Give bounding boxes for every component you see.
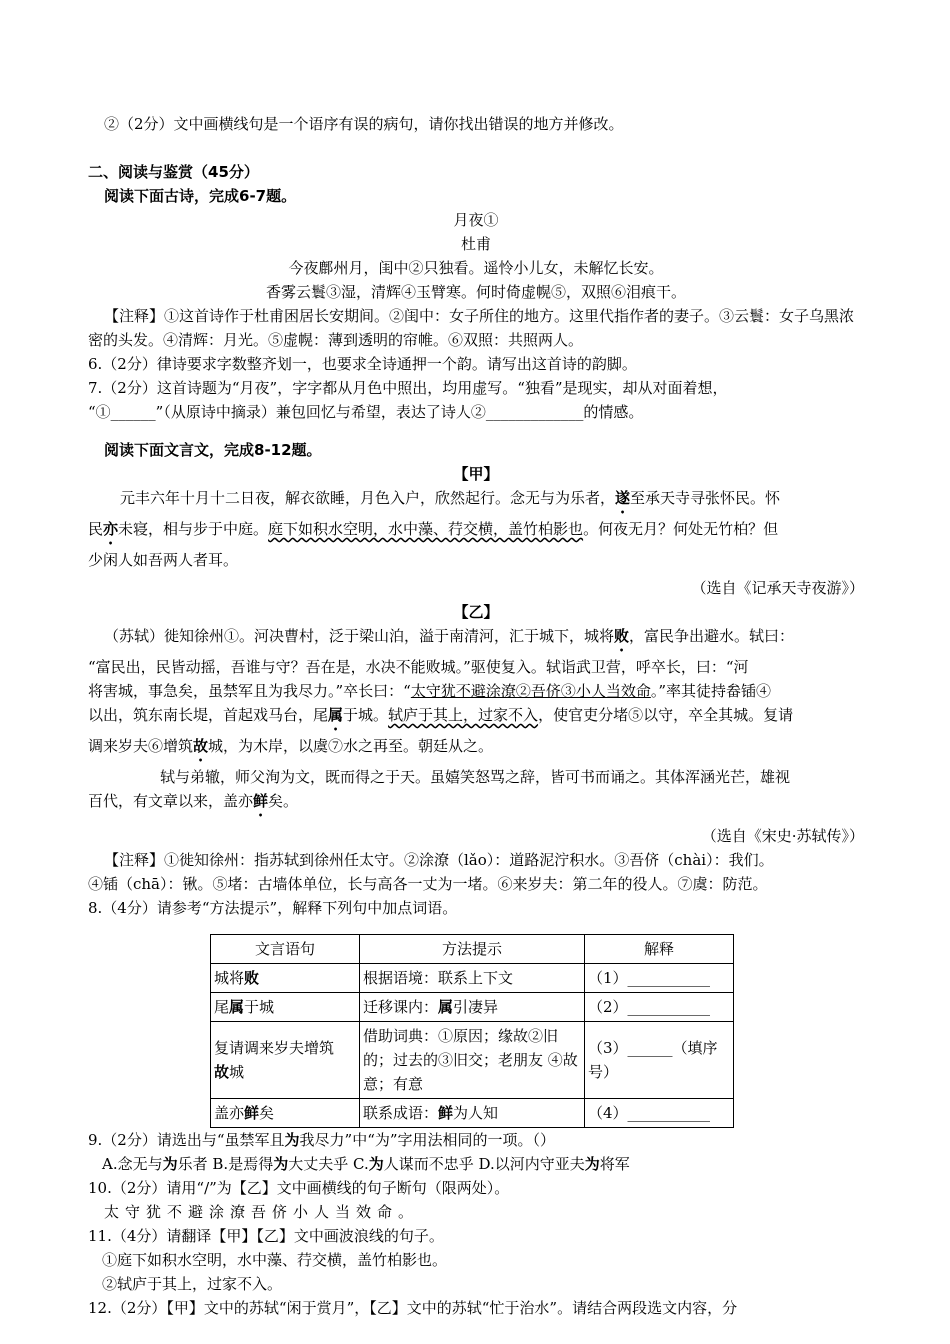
bold-word: 故 [214,1063,230,1081]
table-cell [211,1099,360,1128]
text: 元丰六年十月十二日夜，解衣欲睡，月色入户，欣然起行。念无与为乐者， [120,489,616,507]
poem-title: 月夜① [453,211,499,229]
bold-word: 为 [368,1155,384,1173]
text: 。”率其徒持畚锸④ [650,682,772,700]
option-c[interactable] [353,1155,479,1173]
dotted-word: 遂 [615,489,631,507]
text: B.是焉得 [212,1155,274,1173]
bold-word: 败 [244,969,260,987]
passage-yi-line-5 [88,734,864,765]
bold-word: 属 [229,998,245,1016]
answer-blank[interactable]: （2）___________ [585,993,734,1022]
document-page [88,112,864,1320]
text: ，使官吏分堵⑤以守，卒全其城。复请 [538,706,794,724]
bold-word: 鲜 [438,1104,454,1122]
passage-yi-line-6: 轼与弟辙，师父洵为文，既而得之于天。虽嬉笑怒骂之辞，皆可书而诵之。其体浑涵光芒，雄视 [160,768,791,786]
question-9 [88,1128,864,1152]
text: 人谋而不忠乎 [383,1155,479,1173]
dotted-word: 败 [614,627,630,645]
dotted-word: 故 [193,737,209,755]
text: 复请调来岁夫增筑 [214,1039,335,1057]
poem-line-2: 香雾云鬟③湿，清辉④玉臂寒。何时倚虚幌⑤，双照⑥泪痕干。 [265,283,686,301]
passage-jia-line-3: 少闲人如吾两人者耳。 [88,551,239,569]
text: 城 [229,1063,245,1081]
bold-word: 为 [273,1155,289,1173]
dotted-word: 鲜 [253,792,269,810]
table-cell [360,993,585,1022]
section-2-title: 二、阅读与鉴赏（45分） [88,163,259,181]
text: 百代，有文章以来，盖亦 [88,792,254,810]
table-header-row [211,935,734,964]
passage-yi-line-3 [88,679,864,703]
text: D.以河内守亚夫 [478,1155,585,1173]
text: 未寝，相与步于中庭。 [118,520,269,538]
underlined-sentence: 太守犹不避涂潦②吾侪③小人当效命 [410,682,651,700]
bold-word: 鲜 [244,1104,260,1122]
text: 矣。 [268,792,299,810]
question-11-item-1: ①庭下如积水空明，水中藻、荇交横，盖竹柏影也。 [102,1251,448,1269]
passage-yi-line-4 [88,703,864,734]
table-row [211,1099,734,1128]
poem-author: 杜甫 [460,235,491,253]
table-row [211,993,734,1022]
option-d[interactable] [479,1155,630,1173]
question-7-line-1: 7.（2分）这首诗题为“月夜”，字字都从月色中照出，均用虚写。“独看”是现实，却从对面着想， [88,379,728,397]
text: 引凄异 [453,998,499,1016]
table-cell: 根据语境：联系上下文 [360,964,585,993]
text: 城，为木岸，以虞⑦水之再至。朝廷从之。 [208,737,494,755]
text: 我尽力”中“为”字用法相同的一项。（） [299,1131,556,1149]
text: 于城 [244,998,275,1016]
prose-note-1: 【注释】①徙知徐州：指苏轼到徐州任太守。②涂潦（lǎo）：道路泥泞积水。③吾侪（chài）：我们。 [104,851,774,869]
wavy-underlined-sentence: 庭下如积水空明，水中藻、荇交横，盖竹柏影也 [268,520,584,538]
passage-jia-line-1 [88,486,864,517]
text: 为人知 [453,1104,499,1122]
bold-word: 为 [584,1155,600,1173]
prose-intro: 阅读下面文言文，完成8-12题。 [104,441,322,459]
text: 大丈夫乎 [288,1155,353,1173]
text: 迁移课内： [363,998,439,1016]
wavy-underlined-sentence: 轼庐于其上，过家不入 [388,706,539,724]
text: 将军 [599,1155,630,1173]
question-10: 10.（2分）请用“/”为【乙】文中画横线的句子断句（限两处）。 [88,1179,510,1197]
passage-yi-line-7 [88,789,864,820]
passage-yi-line-1 [88,624,864,655]
table-cell [211,993,360,1022]
question-9-options [88,1152,864,1176]
text: 以出，筑东南长堤，首起戏马台，尾 [88,706,329,724]
text: 于城。 [343,706,389,724]
passage-yi-source: （选自《宋史·苏轼传》） [701,827,864,845]
dotted-word: 亦 [103,520,119,538]
question-5-2: ②（2分）文中画横线句是一个语序有误的病句，请你找出错误的地方并修改。 [104,115,624,133]
text: 将害城，事急矣，虽禁军且为我尽力。”卒长曰：“ [88,682,411,700]
table-row [211,964,734,993]
option-b[interactable] [212,1155,353,1173]
poem-intro: 阅读下面古诗，完成6-7题。 [104,187,297,205]
text: 至承天寺寻张怀民。怀 [630,489,781,507]
text: 矣 [259,1104,275,1122]
text: （苏轼）徙知徐州①。河决曹村，泛于梁山泊，溢于南清河，汇于城下，城将 [104,627,615,645]
text: 乐者 [177,1155,213,1173]
passage-yi-line-2: “富民出，民皆动摇，吾谁与守？吾在是，水决不能败城。”驱使复入。轼诣武卫营，呼卒长，曰：“河 [88,658,749,676]
prose-note-2: ④锸（chā）：锹。⑤堵：古墙体单位，长与高各一丈为一堵。⑥来岁夫：第二年的役人。⑦虞：防范。 [88,875,768,893]
text: A.念无与 [102,1155,163,1173]
table-header: 方法提示 [360,935,585,964]
table-cell [360,1099,585,1128]
table-cell: 借助词典：①原因；缘故②旧的；过去的③旧交；老朋友 ④故意；有意 [360,1022,585,1099]
table-cell [211,1022,360,1099]
text: 城将 [214,969,245,987]
table-cell [211,964,360,993]
passage-yi-label: 【乙】 [453,603,499,621]
question-6: 6.（2分）律诗要求字数整齐划一，也要求全诗通押一个韵。请写出这首诗的韵脚。 [88,355,637,373]
question-10-sentence: 太守犹不避涂潦吾侪小人当效命。 [104,1203,420,1221]
text: C. [353,1155,369,1173]
bold-word: 为 [284,1131,300,1149]
answer-blank[interactable]: （4）___________ [585,1099,734,1128]
question-11-item-2: ②轼庐于其上，过家不入。 [102,1275,283,1293]
option-a[interactable] [102,1155,212,1173]
text: 。何夜无月？何处无竹柏？但 [583,520,779,538]
table-row [211,1022,734,1099]
text: 民 [88,520,104,538]
poem-line-1: 今夜鄜州月，闺中②只独看。遥怜小儿女，未解忆长安。 [288,259,664,277]
passage-jia-source: （选自《记承天寺夜游》） [691,579,864,597]
answer-blank[interactable]: （1）___________ [585,964,734,993]
text: 尾 [214,998,230,1016]
question-12: 12.（2分）【甲】文中的苏轼“闲于赏月”，【乙】文中的苏轼“忙于治水”。请结合两段选文内容，分 [88,1299,738,1317]
bold-word: 属 [438,998,454,1016]
answer-blank[interactable]: （3）______（填序号） [585,1022,734,1099]
text: 联系成语： [363,1104,439,1122]
passage-jia-line-2 [88,517,864,548]
dotted-word: 属 [328,706,344,724]
question-7-line-2: “①______”（从原诗中摘录）兼包回忆与希望，表达了诗人②_____________的情感。 [88,403,644,421]
question-8: 8.（4分）请参考“方法提示”，解释下列句中加点词语。 [88,899,458,917]
table-header: 文言语句 [211,935,360,964]
text: 9.（2分）请选出与“虽禁军且 [88,1131,285,1149]
bold-word: 为 [162,1155,178,1173]
text: 盖亦 [214,1104,245,1122]
table-header: 解释 [585,935,734,964]
text: ，富民争出避水。轼曰： [629,627,795,645]
poem-note: 【注释】①这首诗作于杜甫困居长安期间。②闺中：女子所住的地方。这里代指作者的妻子。③云鬟：女子乌黑浓密的头发。④清辉：月光。⑤虚幌：薄到透明的帘帷。⑥双照：共照两人。 [88,307,855,349]
question-11: 11.（4分）请翻译【甲】【乙】文中画波浪线的句子。 [88,1227,444,1245]
passage-jia-label: 【甲】 [453,465,499,483]
text: 调来岁夫⑥增筑 [88,737,194,755]
question-8-table [210,934,734,1128]
